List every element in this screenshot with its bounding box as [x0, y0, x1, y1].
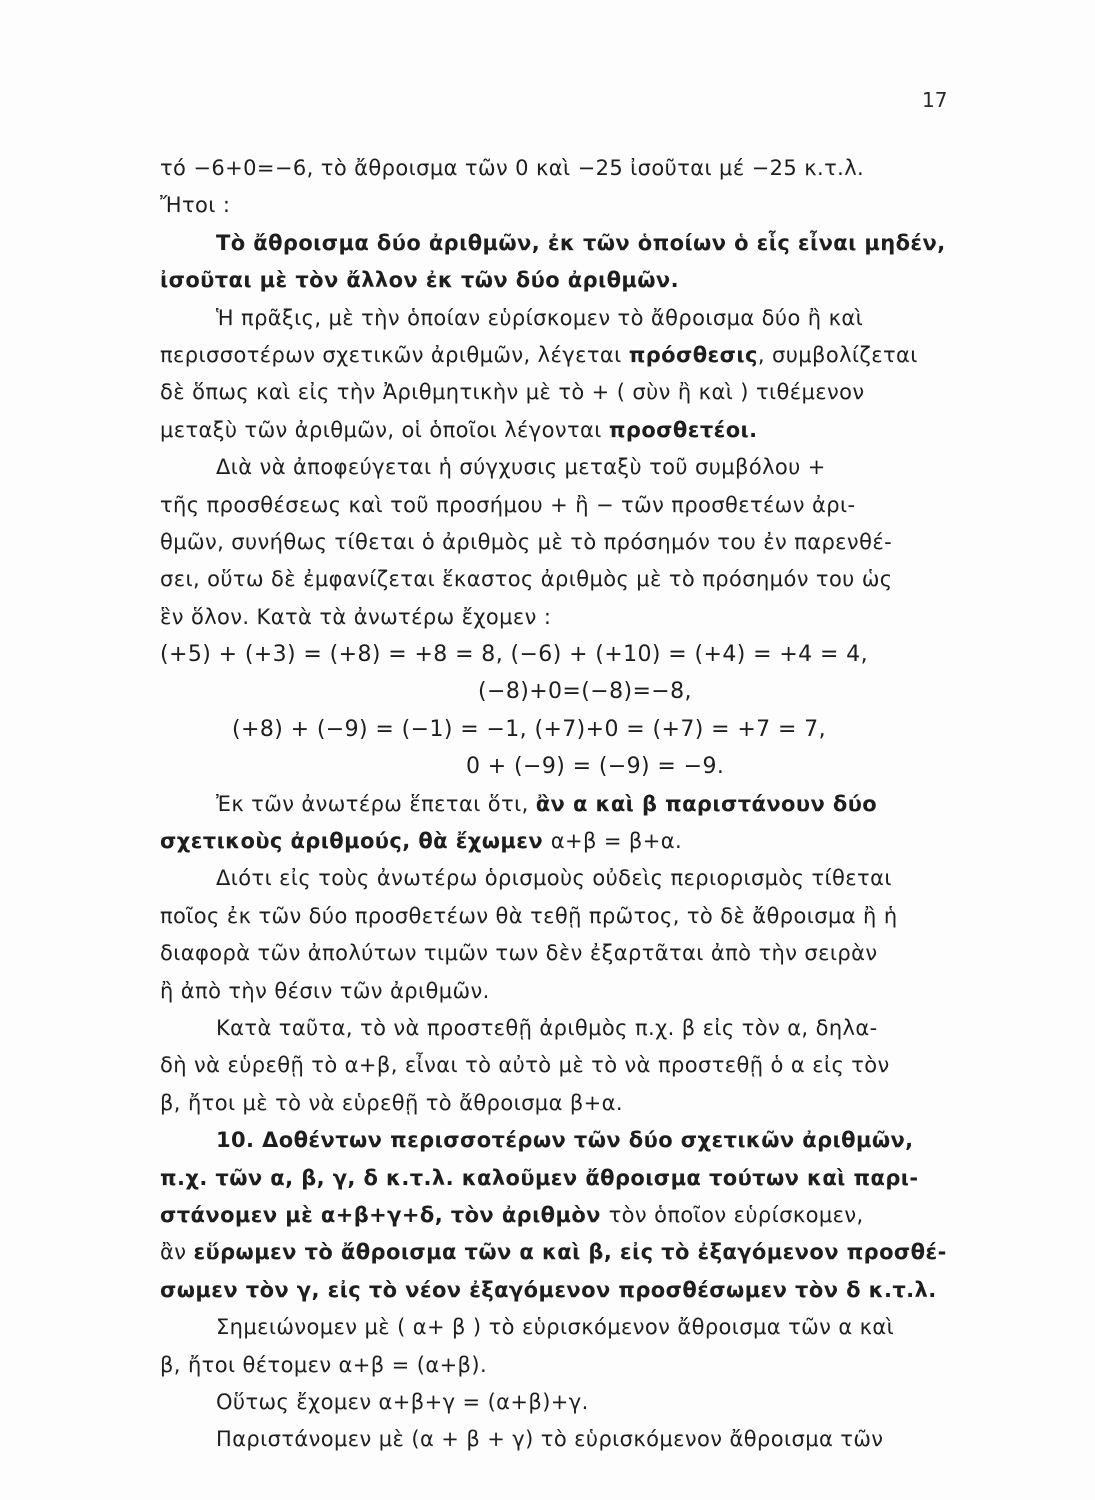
- text-run: δὴ νὰ εὑρεθῇ τὸ α+β, εἶναι τὸ αὐτὸ μὲ τὸ νὰ προστεθῇ ὁ α εἰς τὸν: [160, 1053, 890, 1078]
- text-run: ἂν: [160, 1240, 194, 1265]
- equation-line-4: [160, 748, 960, 785]
- equation-line-3: [160, 711, 960, 748]
- text-run: α+β = β+α.: [550, 829, 683, 854]
- text-line-13: [160, 599, 960, 636]
- page-body: [160, 150, 960, 1459]
- text-run: β, ἤτοι μὲ τὸ νὰ εὑρεθῇ τὸ ἄθροισμα β+α.: [160, 1090, 623, 1115]
- section-10-line-5: [160, 1272, 960, 1309]
- text-line-20: [160, 860, 960, 897]
- text-line-8: [160, 412, 960, 449]
- text-run: ἓν ὅλον. Κατὰ τὰ ἀνωτέρω ἔχομεν :: [160, 604, 552, 629]
- page-number: 17: [922, 88, 948, 112]
- text-line-34: [160, 1384, 960, 1421]
- text-run: Ἐκ τῶν ἀνωτέρω ἕπεται ὅτι,: [216, 791, 536, 816]
- text-run: σωμεν τὸν γ, εἰς τὸ νέον ἐξαγόμενον προσθέσωμεν τὸν δ κ.τ.λ.: [160, 1277, 937, 1302]
- text-line-6: [160, 337, 960, 374]
- text-run: ποῖος ἐκ τῶν δύο προσθετέων θὰ τεθῇ πρῶτος, τὸ δὲ ἄθροισμα ἢ ἡ: [160, 903, 898, 928]
- text-run: τὸν ὁποῖον εὑρίσκομεν,: [608, 1202, 864, 1227]
- text-run: προσθετέοι.: [608, 417, 758, 442]
- text-run: Διὰ νὰ ἀποφεύγεται ἡ σύγχυσις μεταξὺ τοῦ συμβόλου +: [216, 455, 826, 480]
- text-run: Ἤτοι :: [160, 193, 231, 218]
- text-run: περισσοτέρων σχετικῶν ἀριθμῶν, λέγεται: [160, 342, 629, 367]
- text-run: θμῶν, συνήθως τίθεται ὁ ἀριθμὸς μὲ τὸ πρόσημόν του ἐν παρενθέ-: [160, 529, 893, 554]
- text-run: σει, οὕτω δὲ ἐμφανίζεται ἕκαστος ἀριθμὸς μὲ τὸ πρόσημόν του ὡς: [160, 567, 893, 592]
- text-run: σχετικοὺς ἀριθμούς, θὰ ἔχωμεν: [160, 829, 551, 854]
- rule-statement-line-2: [160, 262, 960, 299]
- text-run: μεταξὺ τῶν ἀριθμῶν, οἱ ὁποῖοι λέγονται: [160, 417, 609, 442]
- text-run: ἢ ἀπὸ τὴν θέσιν τῶν ἀριθμῶν.: [160, 978, 490, 1003]
- text-run: Ἡ πρᾶξις, μὲ τὴν ὁποίαν εὑρίσκομεν τὸ ἄθροισμα δύο ἢ καὶ: [216, 305, 864, 330]
- text-run: Κατὰ ταῦτα, τὸ νὰ προστεθῇ ἀριθμὸς π.χ. β εἰς τὸν α, δηλα-: [216, 1015, 878, 1040]
- section-10-line-4: [160, 1234, 960, 1271]
- equation-line-2: [160, 673, 960, 710]
- text-run: β, ἤτοι θέτομεν α+β = (α+β).: [160, 1352, 488, 1377]
- text-run: 0 + (−9) = (−9) = −9.: [466, 754, 725, 780]
- text-line-19: [160, 823, 960, 860]
- equation-line-1: [160, 636, 960, 673]
- text-run: Σημειώνομεν μὲ ( α+ β ) τὸ εὑρισκόμενον ἄθροισμα τῶν α καὶ: [216, 1315, 895, 1340]
- text-line-21: [160, 898, 960, 935]
- rule-statement-line-1: [160, 225, 960, 262]
- text-line-35: [160, 1421, 960, 1458]
- text-run: ἂν α καὶ β παριστάνουν δύο: [535, 791, 878, 816]
- text-run: τῆς προσθέσεως καὶ τοῦ προσήμου + ἢ − τῶν προσθετέων ἀρι-: [160, 492, 856, 517]
- text-line-32: [160, 1309, 960, 1346]
- text-line-5: [160, 300, 960, 337]
- text-run: π.χ. τῶν α, β, γ, δ κ.τ.λ. καλοῦμεν ἄθροισμα τούτων καὶ παρι-: [160, 1165, 919, 1190]
- text-run: πρόσθεσις: [628, 342, 758, 367]
- text-line-23: [160, 973, 960, 1010]
- text-run: Διότι εἰς τοὺς ἀνωτέρω ὁρισμοὺς οὐδεὶς περιορισμὸς τίθεται: [216, 866, 892, 891]
- text-run: στάνομεν μὲ α+β+γ+δ, τὸν ἀριθμὸν: [160, 1202, 609, 1227]
- text-line-22: [160, 935, 960, 972]
- text-line-9: [160, 449, 960, 486]
- text-line-1: [160, 150, 960, 187]
- text-run: Παριστάνομεν μὲ (α + β + γ) τὸ εὑρισκόμενον ἄθροισμα τῶν: [216, 1427, 884, 1452]
- text-line-2: [160, 187, 960, 224]
- text-run: εὕρωμεν τὸ ἄθροισμα τῶν α καὶ β, εἰς τὸ ἐξαγόμενον προσθέ-: [193, 1240, 947, 1265]
- text-run: (+5) + (+3) = (+8) = +8 = 8, (−6) + (+10) = (+4) = +4 = 4,: [160, 642, 868, 668]
- text-line-24: [160, 1010, 960, 1047]
- text-line-11: [160, 524, 960, 561]
- text-run: (+8) + (−9) = (−1) = −1, (+7)+0 = (+7) = +7 = 7,: [232, 716, 826, 742]
- section-10-line-1: [160, 1122, 960, 1159]
- text-run: Τὸ ἄθροισμα δύο ἀριθμῶν, ἐκ τῶν ὁποίων ὁ εἷς εἶναι μηδέν,: [216, 230, 946, 255]
- text-run: δὲ ὅπως καὶ εἰς τὴν Ἀριθμητικὴν μὲ τὸ + ( σὺν ἢ καὶ ) τιθέμενον: [160, 380, 865, 405]
- text-line-7: [160, 374, 960, 411]
- text-run: Οὕτως ἔχομεν α+β+γ = (α+β)+γ.: [216, 1389, 589, 1414]
- text-line-25: [160, 1047, 960, 1084]
- text-line-33: [160, 1347, 960, 1384]
- text-run: , συμβολίζεται: [757, 342, 918, 367]
- text-line-26: [160, 1085, 960, 1122]
- text-run: (−8)+0=(−8)=−8,: [478, 679, 692, 705]
- text-run: ἰσοῦται μὲ τὸν ἄλλον ἐκ τῶν δύο ἀριθμῶν.: [160, 268, 680, 293]
- text-run: 10. Δοθέντων περισσοτέρων τῶν δύο σχετικῶν ἀριθμῶν,: [216, 1128, 914, 1153]
- text-line-18: [160, 786, 960, 823]
- text-line-12: [160, 561, 960, 598]
- text-run: τό −6+0=−6, τὸ ἄθροισμα τῶν 0 καὶ −25 ἰσοῦται μέ −25 κ.τ.λ.: [160, 156, 865, 180]
- text-line-10: [160, 487, 960, 524]
- text-run: διαφορὰ τῶν ἀπολύτων τιμῶν των δὲν ἐξαρτᾶται ἀπὸ τὴν σειρὰν: [160, 941, 878, 966]
- section-10-line-3: [160, 1197, 960, 1234]
- section-10-line-2: [160, 1160, 960, 1197]
